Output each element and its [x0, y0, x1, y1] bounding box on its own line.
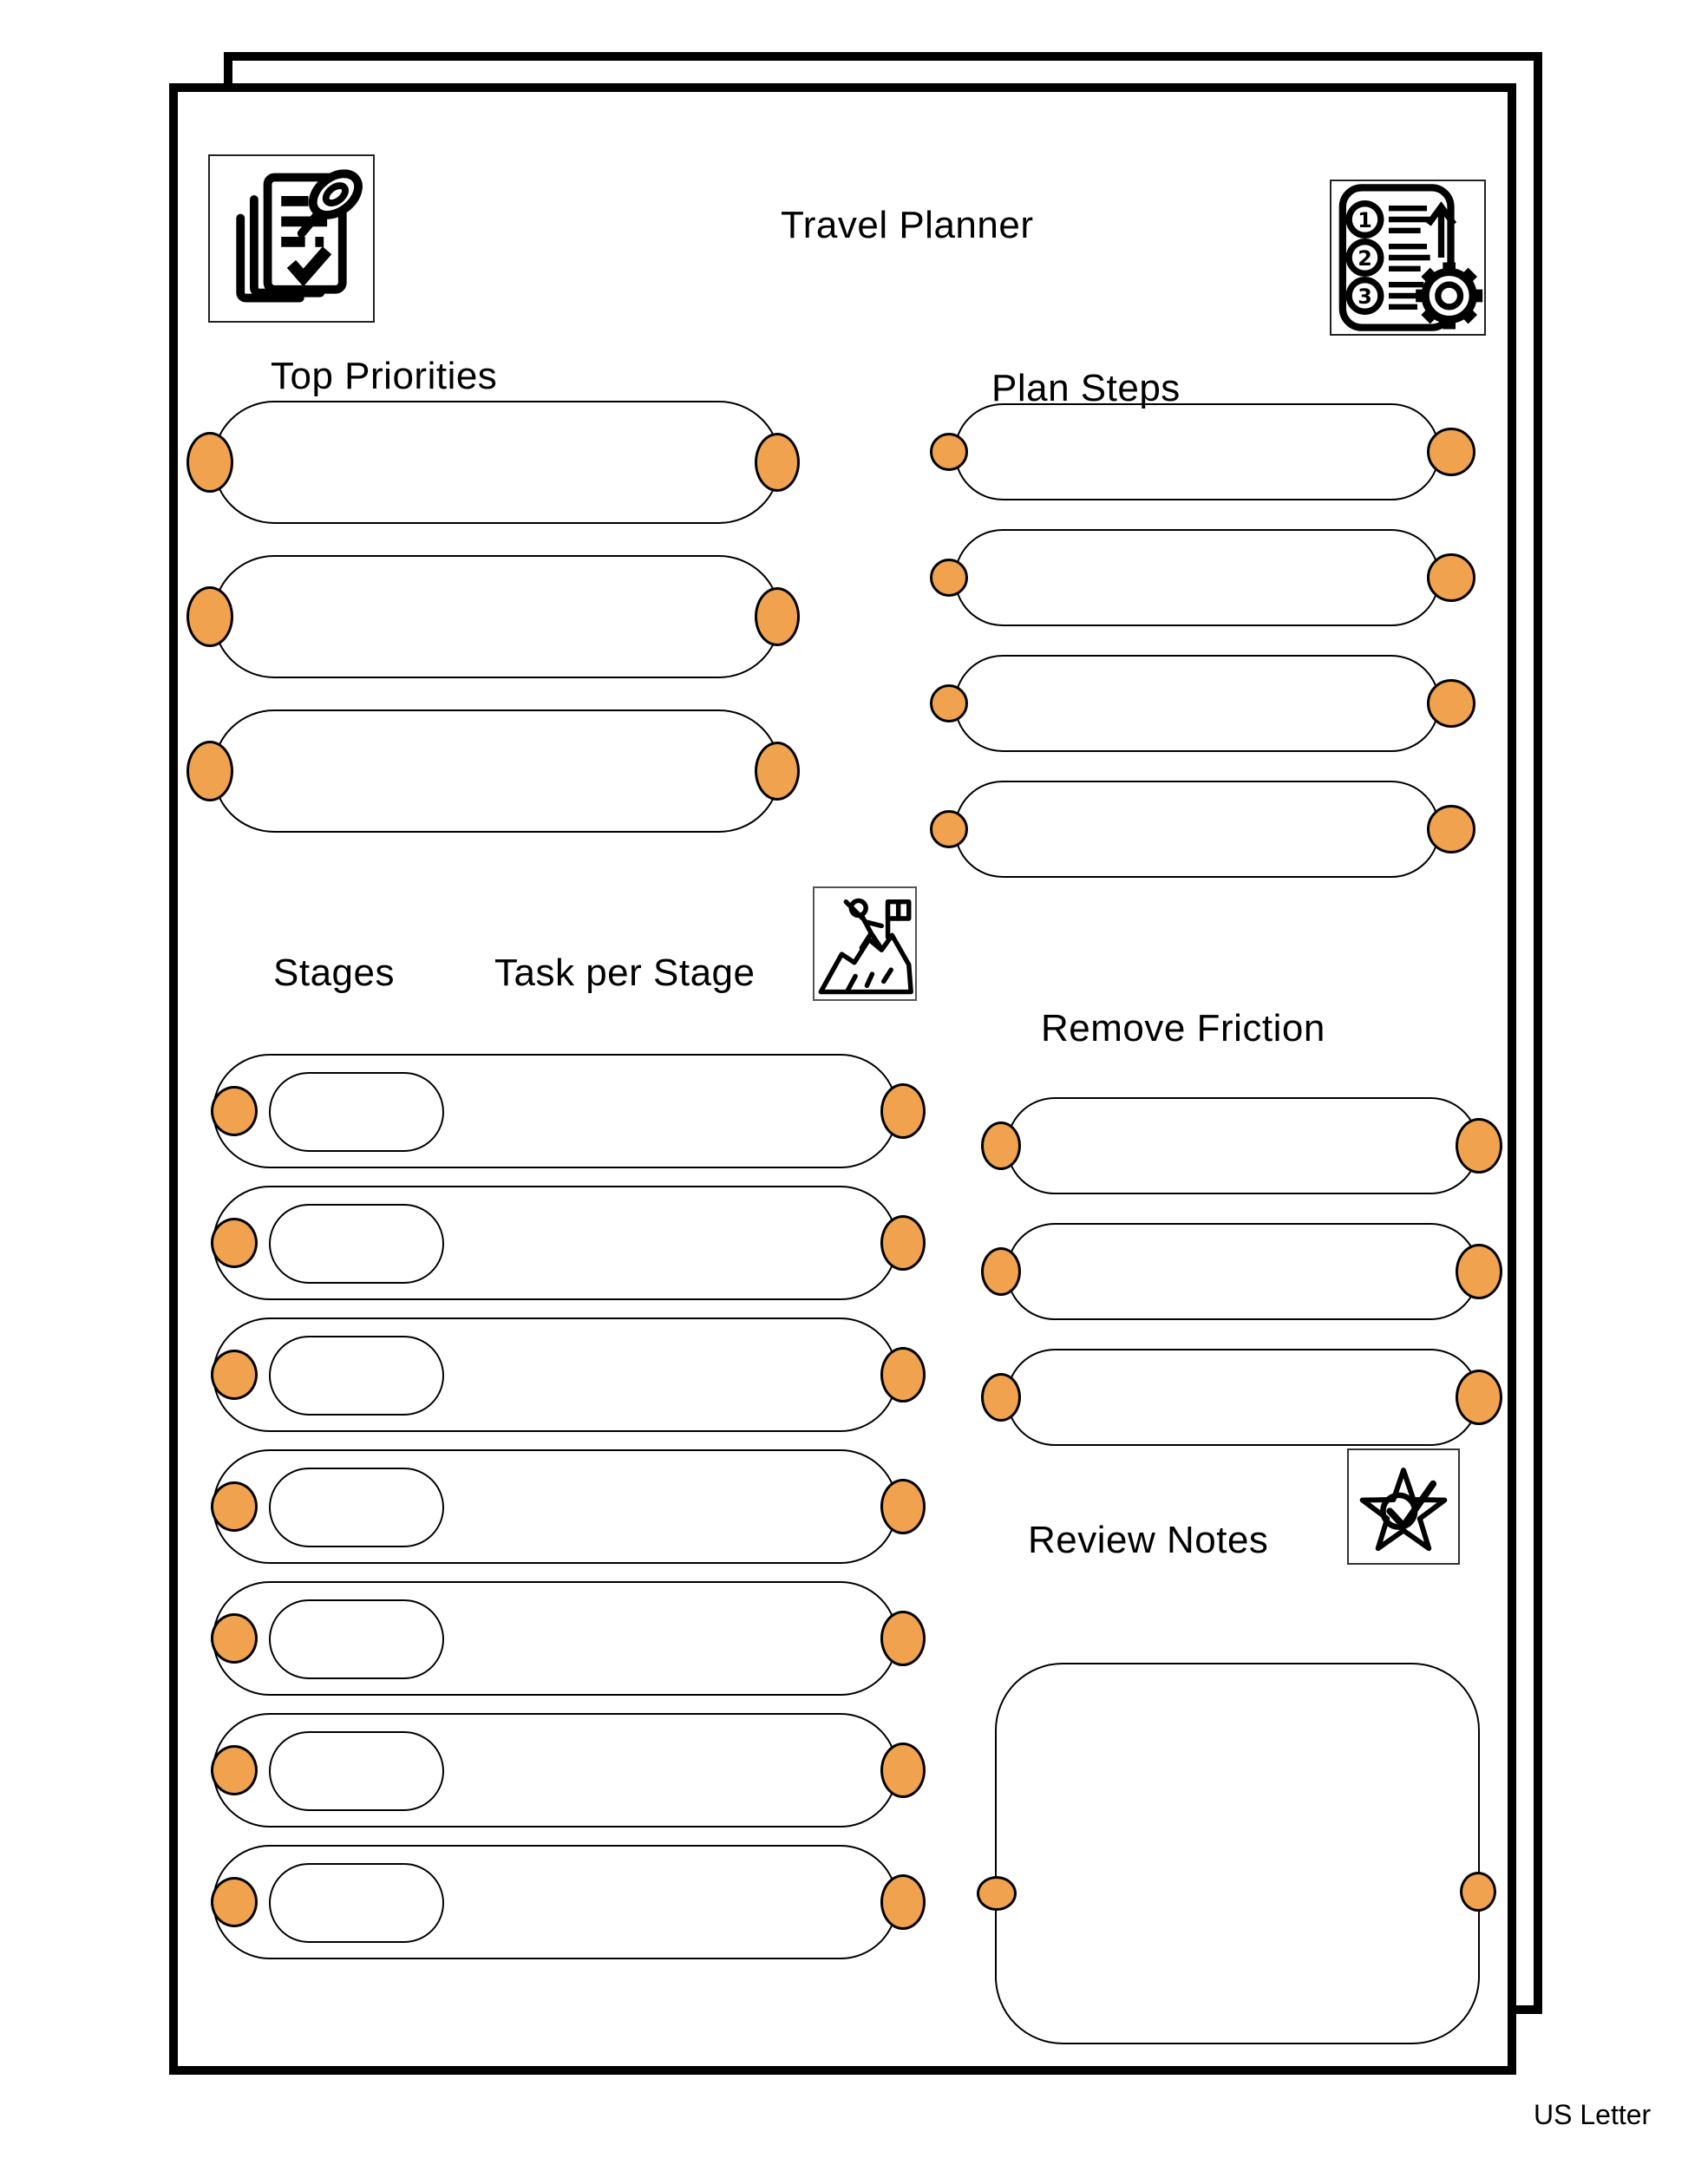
paper-size-label: US Letter: [1534, 2099, 1652, 2130]
stage-task-field[interactable]: [213, 1054, 898, 1168]
connector-dot-left[interactable]: [211, 1086, 258, 1136]
clipboard-icon-graphic: [210, 156, 373, 321]
remove-friction-label: Remove Friction: [1041, 1007, 1325, 1049]
numbered-list-gear-icon: [1330, 180, 1486, 336]
connector-dot-right[interactable]: [1427, 679, 1475, 728]
connector-dot-right[interactable]: [880, 1083, 926, 1139]
connector-dot-left[interactable]: [930, 559, 968, 597]
remove-friction-field[interactable]: [1006, 1097, 1479, 1194]
numbered-list-icon-graphic: [1331, 181, 1484, 334]
plan-step-field[interactable]: [954, 403, 1440, 500]
stages-label: Stages: [273, 951, 395, 994]
connector-dot-left[interactable]: [930, 810, 968, 848]
stage-name-field[interactable]: [269, 1468, 444, 1547]
stages-rows: [213, 1054, 898, 1959]
stage-name-field[interactable]: [269, 1336, 444, 1416]
mountain-climber-flag-icon: [813, 886, 917, 1001]
priority-field[interactable]: [213, 401, 781, 524]
top-priorities-rows: [213, 401, 781, 833]
connector-dot-left[interactable]: [977, 1876, 1017, 1911]
connector-dot-left[interactable]: [211, 1877, 258, 1927]
stage-name-field[interactable]: [269, 1599, 444, 1679]
stage-name-field[interactable]: [269, 1731, 444, 1811]
connector-dot-left[interactable]: [981, 1373, 1021, 1422]
connector-dot-left[interactable]: [211, 1745, 258, 1795]
connector-dot-right[interactable]: [755, 587, 800, 646]
clipboard-checklist-pushpin-icon: [208, 154, 375, 323]
plan-steps-label: Plan Steps: [991, 367, 1181, 409]
stage-task-field[interactable]: [213, 1186, 898, 1300]
plan-step-field[interactable]: [954, 529, 1440, 626]
task-per-stage-label: Task per Stage: [494, 951, 756, 994]
connector-dot-right[interactable]: [755, 742, 800, 801]
connector-dot-right[interactable]: [880, 1215, 926, 1271]
connector-dot-left[interactable]: [930, 684, 968, 723]
connector-dot-left[interactable]: [211, 1613, 258, 1664]
connector-dot-right[interactable]: [880, 1743, 926, 1798]
connector-dot-right[interactable]: [1456, 1244, 1502, 1299]
top-priorities-label: Top Priorities: [271, 355, 498, 397]
connector-dot-right[interactable]: [1427, 553, 1475, 602]
priority-field[interactable]: [213, 709, 781, 833]
connector-dot-left[interactable]: [981, 1247, 1021, 1296]
connector-dot-left[interactable]: [186, 586, 233, 647]
connector-dot-right[interactable]: [880, 1347, 926, 1403]
stage-name-field[interactable]: [269, 1072, 444, 1152]
connector-dot-left[interactable]: [211, 1481, 258, 1532]
connector-dot-right[interactable]: [880, 1874, 926, 1930]
stage-task-field[interactable]: [213, 1318, 898, 1432]
connector-dot-left[interactable]: [930, 433, 968, 471]
connector-dot-left[interactable]: [211, 1350, 258, 1400]
connector-dot-right[interactable]: [755, 433, 800, 492]
connector-dot-left[interactable]: [211, 1218, 258, 1268]
connector-dot-right[interactable]: [1427, 805, 1475, 853]
connector-dot-left[interactable]: [186, 741, 233, 801]
stage-task-field[interactable]: [213, 1845, 898, 1959]
remove-friction-field[interactable]: [1006, 1223, 1479, 1320]
connector-dot-left[interactable]: [186, 432, 233, 493]
connector-dot-right[interactable]: [1460, 1872, 1496, 1912]
connector-dot-right[interactable]: [1456, 1370, 1502, 1425]
remove-friction-field[interactable]: [1006, 1349, 1479, 1446]
connector-dot-left[interactable]: [981, 1121, 1021, 1170]
review-notes-label: Review Notes: [1028, 1519, 1269, 1561]
star-icon-graphic: [1349, 1450, 1458, 1563]
review-notes-field[interactable]: [995, 1663, 1480, 2044]
plan-step-field[interactable]: [954, 781, 1440, 878]
svg-text:3: 3: [1358, 284, 1372, 310]
connector-dot-right[interactable]: [1456, 1118, 1502, 1174]
page-title: Travel Planner: [781, 204, 1034, 246]
remove-friction-rows: [1006, 1097, 1479, 1446]
plan-steps-rows: [954, 403, 1440, 878]
star-checkmark-icon: [1347, 1448, 1460, 1565]
svg-text:1: 1: [1358, 208, 1372, 233]
climber-icon-graphic: [815, 888, 915, 999]
stage-name-field[interactable]: [269, 1863, 444, 1943]
connector-dot-right[interactable]: [880, 1479, 926, 1534]
stage-task-field[interactable]: [213, 1713, 898, 1828]
stage-task-field[interactable]: [213, 1449, 898, 1564]
stage-task-field[interactable]: [213, 1581, 898, 1696]
connector-dot-right[interactable]: [880, 1611, 926, 1666]
plan-step-field[interactable]: [954, 655, 1440, 752]
priority-field[interactable]: [213, 555, 781, 678]
svg-text:2: 2: [1358, 246, 1372, 271]
connector-dot-right[interactable]: [1427, 428, 1475, 476]
stage-name-field[interactable]: [269, 1204, 444, 1284]
